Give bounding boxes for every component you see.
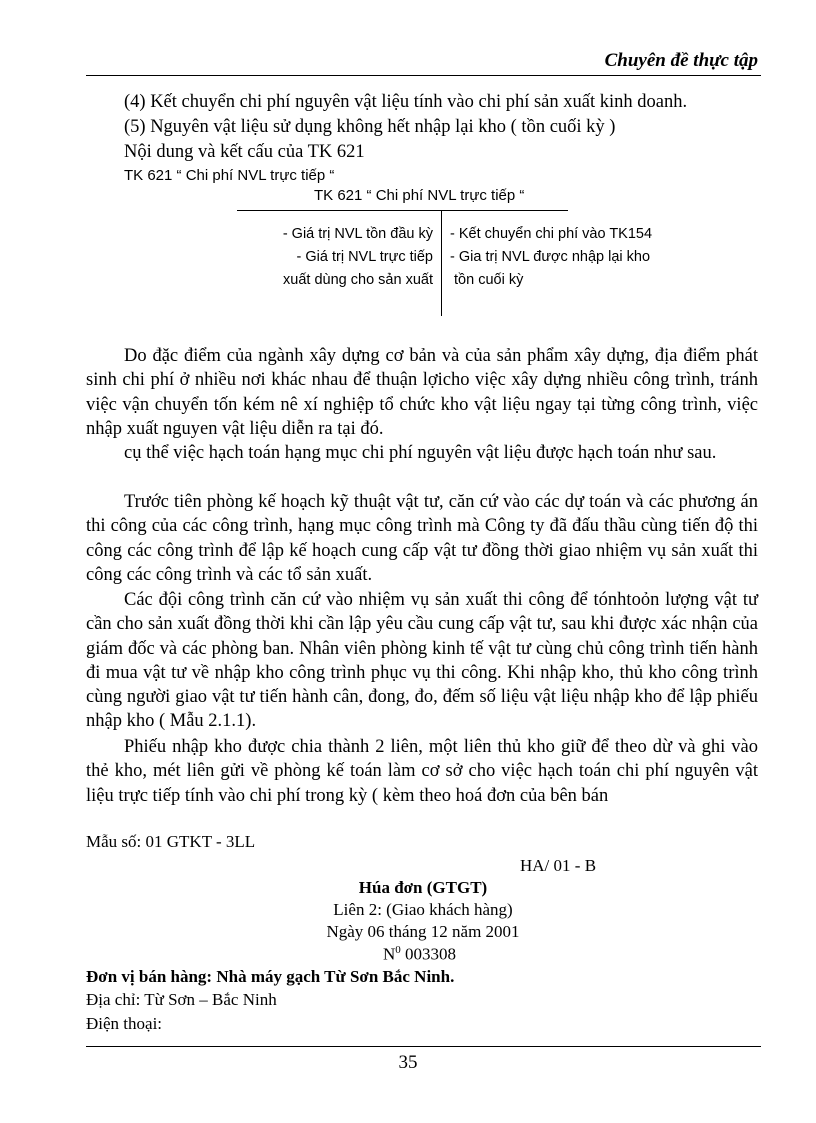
invoice-code: HA/ 01 - B bbox=[520, 856, 597, 875]
invoice-address: Địa chỉ: Từ Sơn – Bắc Ninh bbox=[86, 990, 277, 1009]
paragraph: Trước tiên phòng kế hoạch kỹ thuật vật tư, căn cứ vào các dự toán và các phương án thi công của các công trình, hạng mục công trình mà Công ty đã đấu thầu cùng tiến độ thi công các công trình để lập kế hoạch cung cấp vật tư đồng thời giao nhiệm vụ sản xuất thi công các công trình và các tổ sản xuất. bbox=[86, 492, 758, 585]
footer-rule bbox=[86, 1046, 761, 1047]
number-prefix: N bbox=[383, 944, 396, 964]
page-number: 35 bbox=[398, 1052, 418, 1073]
paragraph: Phiếu nhập kho được chia thành 2 liên, một liên thủ kho giữ để theo dừ và ghi vào thẻ kho, mét liên gửi về phòng kế toán làm cơ sở cho việc hạch toán chi phí nguyên vật liệu trực tiếp tính vào chi phí trong kỳ ( kèm theo hoá đơn của bên bán bbox=[86, 737, 758, 806]
t-account-debit-side bbox=[283, 223, 433, 292]
credit-line: tồn cuối kỳ bbox=[450, 272, 524, 288]
credit-line: - Kết chuyển chi phí vào TK154 bbox=[450, 226, 653, 242]
credit-line: - Gia trị NVL được nhập lại kho bbox=[450, 249, 651, 265]
invoice-form-number: Mẫu số: 01 GTKT - 3LL bbox=[86, 832, 256, 851]
header-rule bbox=[86, 75, 761, 76]
debit-line: xuất dùng cho sản xuất bbox=[283, 272, 433, 288]
invoice-copy: Liên 2: (Giao khách hàng) bbox=[333, 900, 513, 919]
t-account-vertical-rule bbox=[441, 210, 442, 316]
paragraph: cụ thể việc hạch toán hạng mục chi phí nguyên vật liệu được hạch toán như sau. bbox=[124, 443, 717, 463]
invoice-number bbox=[383, 944, 456, 965]
paragraph: Do đặc điểm của ngành xây dựng cơ bản và của sản phẩm xây dựng, địa điểm phát sinh chi phí ở nhiều nơi khác nhau để thuận lợicho việc xây dựng nhiều công trình, tránh việc vận chuyển tốn kém nê xí nghiệp tổ chức kho vật liệu ngay tại từng công trình, việc nhập xuất nguyen vật liệu diễn ra tại đó. bbox=[86, 346, 758, 439]
section-heading: Nội dung và kết cấu của TK 621 bbox=[124, 142, 365, 162]
page-header-title: Chuyên đề thực tập bbox=[604, 50, 758, 71]
list-item: (4) Kết chuyển chi phí nguyên vật liệu tính vào chi phí sản xuất kinh doanh. bbox=[124, 92, 688, 112]
invoice-title: Húa đơn (GTGT) bbox=[358, 878, 488, 897]
paragraph: Các đội công trình căn cứ vào nhiệm vụ sản xuất thi công để tónhtoỏn lượng vật tư cần cho sản xuất đồng thời khi cần lập yêu cầu cung cấp vật tư, sau khi được xác nhận của giám đốc và các phòng ban. Nhân viên phòng kinh tế vật tư cùng chủ công trình tiến hành đi mua vật tư về nhập kho công trình phục vụ thi công. Khi nhập kho, thủ kho công trình cùng người giao vật tư tiến hành cân, đong, đo, đếm số liệu vật liệu nhập kho để lập phiếu nhập kho ( Mẫu 2.1.1). bbox=[86, 590, 758, 732]
number-value: 003308 bbox=[400, 944, 457, 964]
list-item: (5) Nguyên vật liệu sử dụng không hết nhập lại kho ( tồn cuối kỳ ) bbox=[124, 117, 616, 137]
debit-line: - Giá trị NVL trực tiếp bbox=[296, 249, 433, 265]
invoice-phone: Điện thoại: bbox=[86, 1014, 163, 1033]
invoice-date: Ngày 06 tháng 12 năm 2001 bbox=[326, 922, 520, 941]
t-account-title: TK 621 “ Chi phí NVL trực tiếp “ bbox=[314, 187, 525, 204]
number-superscript: 0 bbox=[395, 944, 401, 956]
debit-line: - Giá trị NVL tồn đầu kỳ bbox=[282, 226, 433, 242]
t-account-horizontal-rule bbox=[237, 210, 568, 211]
invoice-seller: Đơn vị bán hàng: Nhà máy gạch Từ Sơn Bắc Ninh. bbox=[86, 967, 455, 986]
t-account-credit-side bbox=[450, 223, 652, 292]
t-account-caption: TK 621 “ Chi phí NVL trực tiếp “ bbox=[124, 167, 335, 184]
